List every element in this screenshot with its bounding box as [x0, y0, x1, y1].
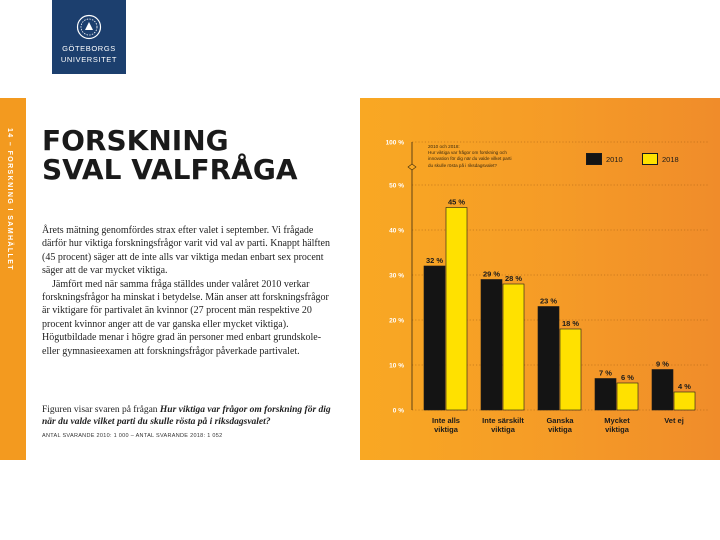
x-tick-label: Vet ej	[664, 416, 684, 425]
logo-text-line1: GÖTEBORGS	[62, 44, 116, 53]
legend-swatch-2018	[642, 153, 658, 165]
y-tick-label: 100 %	[385, 139, 404, 147]
section-tab	[0, 98, 26, 460]
chart-note-line3: innovation för dig när du valde vilket parti	[428, 156, 512, 162]
chart-note-line2: Hur viktiga var frågor om forskning och	[428, 150, 507, 156]
x-tick-label: Ganska	[546, 416, 574, 425]
chart-note-line4: du skulle rösta på i riksdagsvalet?	[428, 162, 497, 168]
bar-value-label: 18 %	[561, 319, 580, 328]
university-logo	[52, 0, 126, 74]
page-title	[42, 126, 342, 184]
page-spread	[0, 98, 720, 460]
figure-caption-prefix: Figuren visar svaren på frågan	[42, 405, 158, 415]
x-tick-label: viktiga	[605, 425, 629, 434]
x-tick-label: viktiga	[548, 425, 572, 434]
bar-value-label: 23 %	[539, 296, 558, 306]
section-tab-label: 14 – FORSKNING I SAMHÄLLET	[6, 128, 13, 271]
logo-text-line2: UNIVERSITET	[60, 55, 118, 64]
chart-note-line1: 2010 och 2018:	[428, 144, 460, 149]
respondent-count-note: ANTAL SVARANDE 2010: 1 000 – ANTAL SVARANDE 2018: 1 052	[42, 433, 223, 439]
bar-value-label: 4 %	[678, 382, 691, 391]
bar-2010	[424, 266, 445, 410]
x-tick-label: Mycket	[604, 416, 630, 425]
bar-2018	[446, 208, 467, 411]
bar-2018	[674, 392, 695, 410]
bar-2010	[481, 280, 502, 411]
y-tick-label: 20 %	[389, 317, 404, 325]
bar-2018	[503, 284, 524, 410]
legend-label-2018: 2018	[662, 155, 679, 164]
y-tick-label: 50 %	[389, 182, 404, 190]
page-title-line2: SVAL VALFRÅGA	[42, 153, 298, 186]
bar-value-label: 7 %	[599, 368, 612, 378]
y-tick-label: 40 %	[389, 227, 404, 235]
legend-label-2010: 2010	[606, 155, 623, 164]
bar-value-label: 32 %	[425, 256, 444, 265]
crest-icon	[76, 14, 102, 40]
x-tick-label: Inte alls	[432, 416, 460, 425]
bar-value-label: 28 %	[504, 274, 523, 283]
bar-value-label: 29 %	[482, 269, 501, 279]
axis-break-marker	[408, 164, 416, 170]
page-title-line1: FORSKNING	[42, 124, 229, 157]
bar-value-label: 45 %	[447, 197, 466, 207]
x-tick-label: viktiga	[434, 425, 458, 434]
bar-2010	[595, 379, 616, 411]
article-paragraph-2: Jämfört med när samma fråga ställdes under valåret 2010 verkar forskningsfrågor ha minskat i betydelse. Män anser att forskningsfrågor är viktigare för partivalet än kvinnor (27 procent män respektive 20 procent kvinnor anger att de var ganska eller mycket viktiga). Högutbildade menar i högre grad än personer med enbart grundskole- eller gymnasieexamen att forskningsfrågor påverkade partivalet.	[42, 278, 329, 357]
chart-question-note	[428, 144, 578, 169]
bar-2010	[538, 307, 559, 411]
x-tick-label: viktiga	[491, 425, 515, 434]
y-tick-label: 0 %	[392, 407, 404, 415]
chart-panel	[360, 98, 720, 460]
bar-value-label: 9 %	[656, 359, 669, 369]
legend-swatch-2010	[586, 153, 602, 165]
bar-value-label: 6 %	[621, 373, 634, 382]
article-paragraph-1: Årets mätning genomfördes strax efter valet i september. Vi frågade därför hur viktiga forskningsfrågor varit vid val av parti. Knappt hälften (45 procent) säger att de inte alls var viktiga medan enbart sex procent säger att de var mycket viktiga.	[42, 225, 330, 277]
bar-2018	[617, 383, 638, 410]
x-tick-label: Inte särskilt	[482, 416, 524, 425]
figure-caption	[42, 404, 342, 428]
figure-caption-question: Hur viktiga var frågor om forskning för dig när du valde vilket parti du skulle rösta på i riksdagsvalet?	[42, 405, 331, 427]
article-body	[42, 224, 338, 358]
y-tick-label: 10 %	[389, 362, 404, 370]
bar-2018	[560, 329, 581, 410]
bar-2010	[652, 370, 673, 411]
y-tick-label: 30 %	[389, 272, 404, 280]
